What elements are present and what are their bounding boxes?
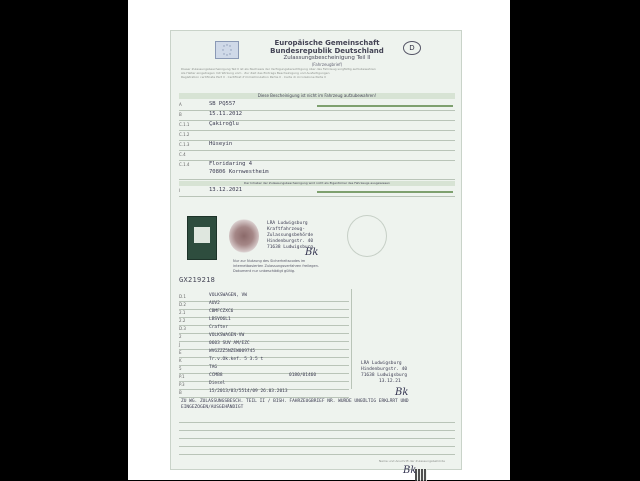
city-value: 70806 Kornwestheim — [209, 169, 269, 175]
title-line-1: Europäische Gemeinschaft — [274, 39, 380, 47]
registration-document — [170, 30, 462, 476]
svg-text:Bk: Bk — [395, 387, 409, 398]
row-address: C.1.4 Floridaring 4 70806 Kornwestheim — [179, 161, 455, 180]
document-title — [257, 39, 397, 67]
valid-band: Diese Bescheinigung ist nicht im Fahrzeug aufzubewahren! — [179, 93, 455, 99]
vehicle-row: 2.2 LBSVO6L1 — [179, 317, 349, 326]
vehicle-row: 5 TAG — [179, 365, 349, 374]
fine-line: Dieser Zulassungsbescheinigung Teil II ist als Nachweis der Verfügungsberechtigung über das Fahrzeug sorgfältig aufzubewahren — [181, 67, 376, 71]
divider — [351, 289, 352, 389]
vehicle-row: K Tr.v.Ok.kef. 5 3.5 t — [179, 357, 349, 366]
footer-note: Name und Anschrift der Zulassungsbehörde — [378, 459, 445, 463]
remarks-text: ZU WG. ZULASSUNGSBESCH. TEIL II / BISH. FAHRZEUGBRIEF NR. WURDE UNGÜLTIG ERKLÄRT UND EINGEZOGEN/AUSGEHÄNDIGT — [181, 399, 409, 410]
svg-text:Bk: Bk — [305, 247, 319, 258]
security-note: Nur zur Nutzung des Sicherheitscodes im internetbasierten Zulassungsverfahren freilegen. Dokument nur unbeschädigt gültig. — [233, 259, 319, 273]
owner-note-band: Der Inhaber der Zulassungsbescheinigung wird nicht als Eigentümer des Fahrzeugs ausgewiesen — [179, 181, 455, 186]
vehicle-row: 2.1 CBMFCZXC6 — [179, 309, 349, 318]
row-date2: I 13.12.2021 — [179, 187, 455, 197]
row-empty1: C.1.2 — [179, 131, 455, 141]
fine-print — [181, 67, 453, 79]
vehicle-row: D.3 Crafter — [179, 325, 349, 334]
street-value: Floridaring 4 — [209, 161, 253, 167]
firstname-value: Hüseyin — [209, 141, 233, 147]
title-line-2: Bundesrepublik Deutschland — [270, 47, 384, 55]
vehicle-row: D.1 VOLKSWAGEN, VW — [179, 293, 349, 302]
fine-line: Registration certificate Part II · Certificat d'immatriculation Partie II · Carta di circolazione Parte II — [181, 75, 326, 79]
title-line-4: (Fahrzeugbrief) — [311, 62, 343, 67]
row-surname: C.1.1 Çakiroğlu — [179, 121, 455, 131]
fine-line: Als Halter eingetragen mit Wirkung vom · Zur Zeit des Eintrags Bescheinigung und Ausfertigungen — [181, 71, 330, 75]
title-line-3: Zulassungsbescheinigung Teil II — [283, 55, 371, 61]
green-bar — [317, 191, 453, 193]
serial-number: GX219218 — [179, 276, 216, 284]
vehicle-row: J 0603 SUV AM/EZC — [179, 341, 349, 350]
document-header — [171, 31, 461, 67]
vehicle-row: B 15/2013/03/5514/09 26.03.2013 — [179, 389, 349, 398]
row-date1: B 15.11.2012 — [179, 111, 455, 121]
official-seal-icon — [229, 219, 259, 253]
hologram-security-code — [187, 216, 217, 260]
vehicle-row: 2 VOLKSWAGEN-VW — [179, 333, 349, 342]
security-qr-icon — [194, 227, 210, 243]
row-plate: A SB PQ557 — [179, 101, 455, 111]
vehicle-row: E WVGZZZ5NZEW009745 — [179, 349, 349, 358]
country-code-oval: D — [403, 41, 421, 55]
date2-value: 13.12.2021 — [209, 187, 243, 193]
svg-text:Bk: Bk — [403, 465, 417, 476]
empty-stamp-circle — [347, 215, 387, 257]
date1-value: 15.11.2012 — [209, 111, 243, 117]
vehicle-row: P.3 Diesel — [179, 381, 349, 390]
plate-value: SB PQ557 — [209, 101, 236, 107]
authority-stamp-2: LRA Ludwigsburg Hindenburgstr. 40 71638 Ludwigsburg 13.12.21 — [361, 361, 408, 384]
eu-flag-icon — [215, 41, 239, 59]
surname-value: Çakiroğlu — [209, 121, 239, 127]
row-firstname: C.1.3 Hüseyin — [179, 141, 455, 151]
authority-stamp: LRA Ludwigsburg Kraftfahrzeug- Zulassungsbehörde Hindenburgstr. 40 71638 Ludwigsburg — [267, 221, 314, 250]
row-empty2: C.4 — [179, 151, 455, 161]
signature-3 — [401, 461, 429, 480]
vehicle-row: D.2 AUV2 — [179, 301, 349, 310]
vehicle-row: P.1 CCMB8 0180/01460 — [179, 373, 349, 382]
